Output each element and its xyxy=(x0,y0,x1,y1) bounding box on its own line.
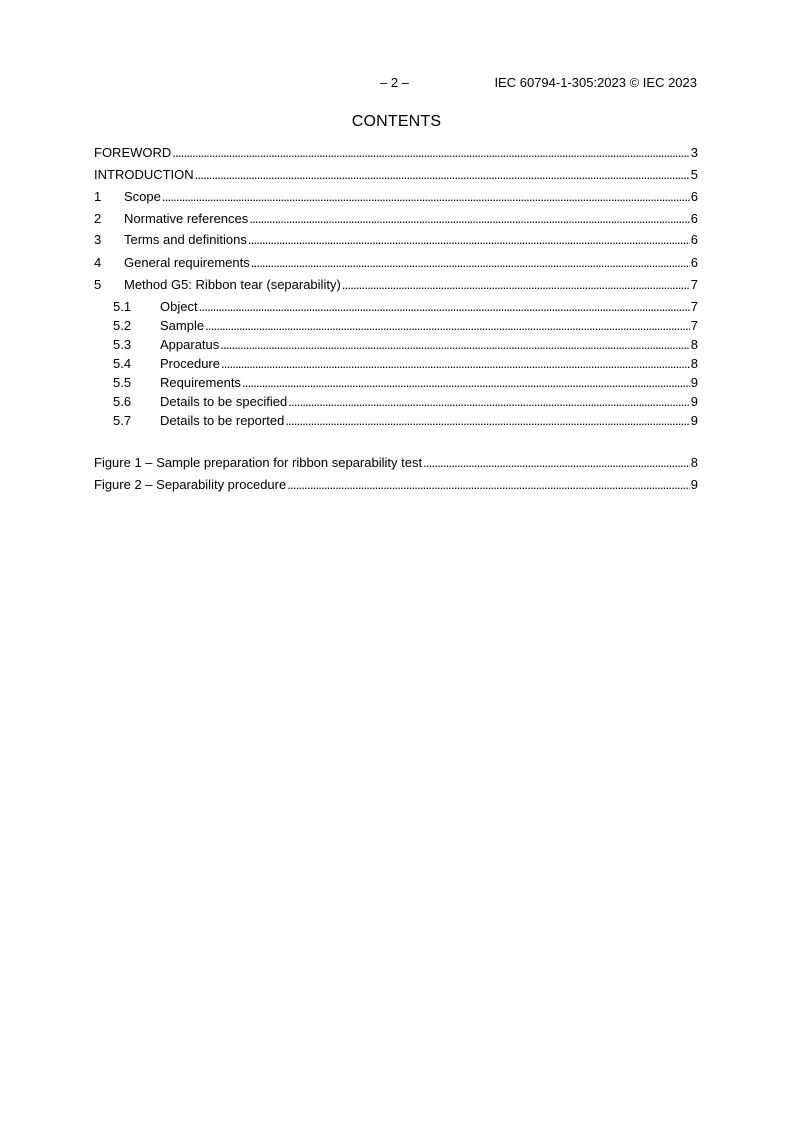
toc-entry-page: 9 xyxy=(690,413,698,428)
toc-entry-text: Scope xyxy=(124,189,161,204)
dot-leader xyxy=(205,317,690,335)
toc-entry-number: 5.7 xyxy=(113,413,132,428)
toc-entry-page: 8 xyxy=(690,337,698,352)
toc-entry-page: 6 xyxy=(690,211,698,226)
toc-entry-number: 5.4 xyxy=(113,356,132,371)
toc-figure-text: Figure 1 – Sample preparation for ribbon separability test xyxy=(94,455,423,470)
toc-entry-page: 6 xyxy=(690,232,698,247)
contents-title: CONTENTS xyxy=(351,113,442,130)
toc-entry-text: Object xyxy=(160,299,198,314)
toc-entry-page: 9 xyxy=(690,394,698,409)
toc-entry-number: 1 xyxy=(94,189,102,204)
toc-entry-number: 4 xyxy=(94,255,102,270)
toc-entry-number: 5.6 xyxy=(113,394,132,409)
document-reference: IEC 60794-1-305:2023 © IEC 2023 xyxy=(494,75,697,90)
toc-entry-text: Terms and definitions xyxy=(124,232,247,247)
toc-figure-text: Figure 2 – Separability procedure xyxy=(94,477,287,492)
toc-entry-text: Normative references xyxy=(124,211,249,226)
toc-entry-page: 7 xyxy=(690,277,698,292)
dot-leader xyxy=(285,412,689,430)
toc-entry-text: INTRODUCTION xyxy=(94,167,194,182)
toc-entry-text: General requirements xyxy=(124,255,250,270)
toc-entry-text: Details to be reported xyxy=(160,413,285,428)
toc-entry-scope[interactable] xyxy=(94,188,698,206)
toc-entry-method-g5[interactable] xyxy=(94,276,698,294)
toc-entry-page: 8 xyxy=(690,356,698,371)
dot-leader xyxy=(248,231,690,249)
dot-leader xyxy=(249,210,689,228)
toc-entry-object[interactable] xyxy=(94,298,698,316)
toc-entry-text: FOREWORD xyxy=(94,145,172,160)
toc-entry-page: 3 xyxy=(690,145,698,160)
page-number: – 2 – xyxy=(380,75,409,90)
dot-leader xyxy=(220,336,690,354)
toc-figure-page: 9 xyxy=(690,477,698,492)
toc-entry-details-to-be-reported[interactable] xyxy=(94,412,698,430)
toc-entry-normative-references[interactable] xyxy=(94,210,698,228)
toc-entry-text: Details to be specified xyxy=(160,394,288,409)
toc-entry-page: 7 xyxy=(690,318,698,333)
toc-entry-foreword[interactable] xyxy=(94,144,698,162)
toc-entry-number: 2 xyxy=(94,211,102,226)
toc-entry-terms-and-definitions[interactable] xyxy=(94,231,698,249)
toc-entry-text: Requirements xyxy=(160,375,241,390)
toc-entry-page: 7 xyxy=(690,299,698,314)
table-of-contents xyxy=(94,144,698,494)
dot-leader xyxy=(287,476,690,494)
dot-leader xyxy=(251,254,690,272)
toc-entry-text: Method G5: Ribbon tear (separability) xyxy=(124,277,341,292)
toc-entry-text: Sample xyxy=(160,318,205,333)
dot-leader xyxy=(172,144,689,162)
dot-leader xyxy=(199,298,690,316)
toc-entry-page: 6 xyxy=(690,255,698,270)
toc-entry-sample[interactable] xyxy=(94,317,698,335)
toc-entry-page: 9 xyxy=(690,375,698,390)
dot-leader xyxy=(288,393,690,411)
toc-entry-text: Apparatus xyxy=(160,337,220,352)
toc-entry-text: Procedure xyxy=(160,356,220,371)
dot-leader xyxy=(221,355,690,373)
toc-entry-number: 5 xyxy=(94,277,102,292)
dot-leader xyxy=(195,166,690,184)
toc-entry-requirements[interactable] xyxy=(94,374,698,392)
toc-entry-introduction[interactable] xyxy=(94,166,698,184)
toc-entry-page: 6 xyxy=(690,189,698,204)
toc-entry-number: 5.2 xyxy=(113,318,132,333)
dot-leader xyxy=(423,454,690,472)
toc-entry-apparatus[interactable] xyxy=(94,336,698,354)
toc-figure-1[interactable] xyxy=(94,454,698,472)
toc-entry-number: 5.1 xyxy=(113,299,132,314)
toc-entry-general-requirements[interactable] xyxy=(94,254,698,272)
toc-entry-page: 5 xyxy=(690,167,698,182)
page-header xyxy=(0,75,793,93)
toc-figure-page: 8 xyxy=(690,455,698,470)
toc-figure-2[interactable] xyxy=(94,476,698,494)
toc-entry-number: 5.5 xyxy=(113,375,132,390)
toc-entry-procedure[interactable] xyxy=(94,355,698,373)
dot-leader xyxy=(242,374,690,392)
dot-leader xyxy=(162,188,690,206)
toc-entry-number: 3 xyxy=(94,232,102,247)
toc-entry-number: 5.3 xyxy=(113,337,132,352)
dot-leader xyxy=(342,276,690,294)
toc-entry-details-to-be-specified[interactable] xyxy=(94,393,698,411)
